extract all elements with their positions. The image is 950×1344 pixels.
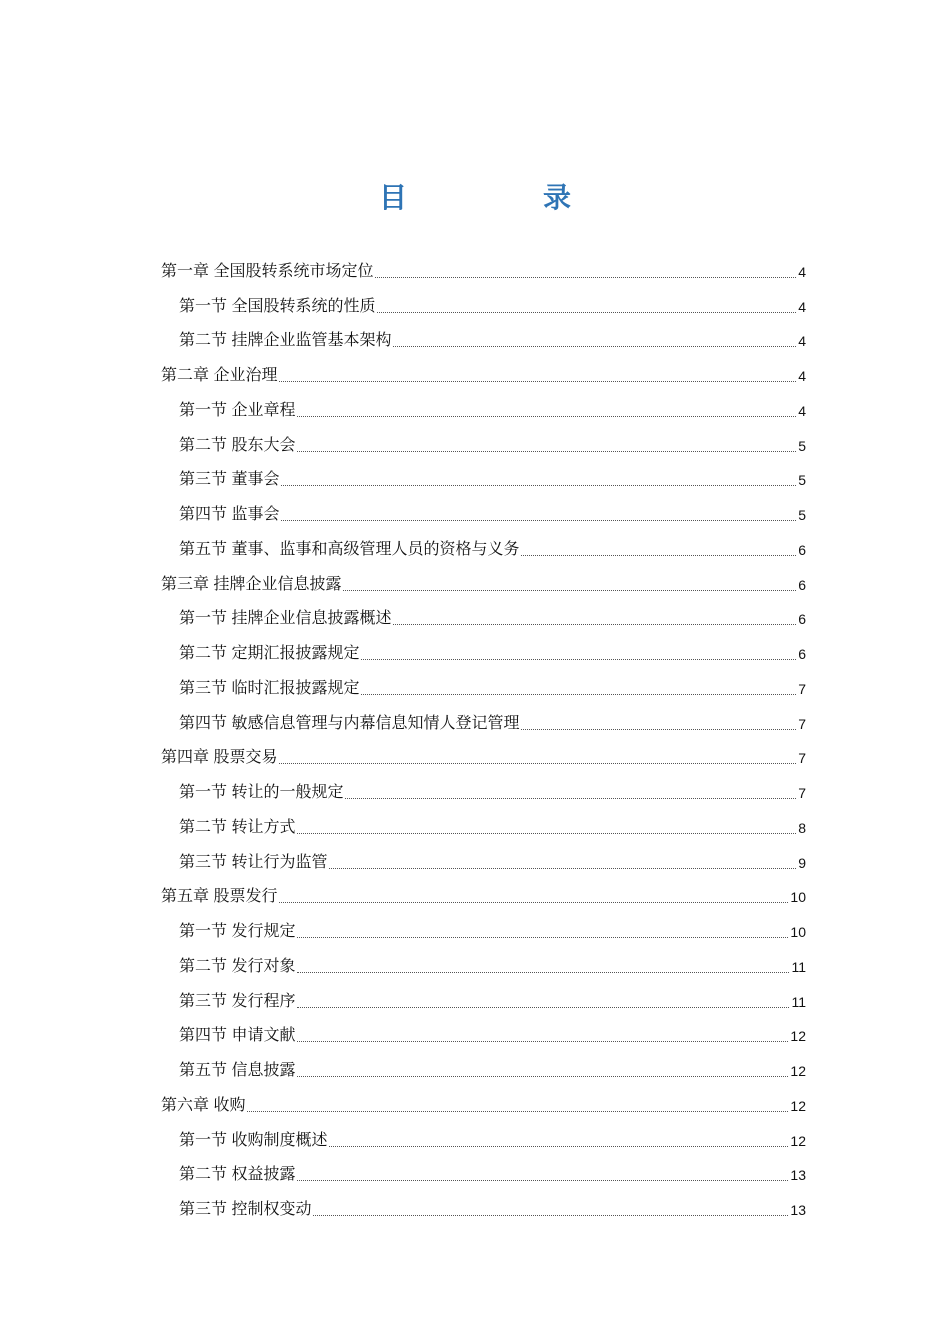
toc-dot-leader — [521, 728, 796, 730]
toc-entry-label: 第五章 股票发行 — [161, 888, 278, 906]
toc-entry-label: 第三章 挂牌企业信息披露 — [161, 575, 342, 593]
toc-dot-leader — [393, 345, 796, 347]
toc-dot-leader — [313, 1214, 788, 1216]
toc-dot-leader — [297, 936, 788, 938]
toc-chapter-entry[interactable] — [161, 738, 806, 773]
toc-section-entry[interactable] — [161, 911, 806, 946]
toc-section-entry[interactable] — [161, 842, 806, 877]
toc-page-number: 9 — [798, 854, 806, 871]
toc-entry-label: 第一节 收购制度概述 — [179, 1131, 328, 1149]
toc-page-number: 7 — [798, 715, 806, 732]
toc-section-entry[interactable] — [161, 807, 806, 842]
toc-page-number: 6 — [798, 611, 806, 628]
toc-chapter-entry[interactable] — [161, 564, 806, 599]
toc-section-entry[interactable] — [161, 321, 806, 356]
toc-dot-leader — [279, 380, 796, 382]
toc-page-number: 4 — [798, 263, 806, 280]
toc-dot-leader — [297, 971, 789, 973]
toc-dot-leader — [329, 1145, 788, 1147]
toc-dot-leader — [343, 589, 796, 591]
toc-section-entry[interactable] — [161, 1016, 806, 1051]
toc-page-number: 4 — [798, 368, 806, 384]
toc-section-entry[interactable] — [161, 981, 806, 1016]
toc-entry-label: 第三节 董事会 — [179, 471, 280, 489]
toc-page-number: 11 — [791, 993, 806, 1010]
toc-chapter-entry[interactable] — [161, 251, 806, 286]
toc-dot-leader — [393, 623, 796, 625]
toc-entry-label: 第三节 转让行为监管 — [179, 853, 328, 871]
toc-section-entry[interactable] — [161, 1120, 806, 1155]
toc-section-entry[interactable] — [161, 286, 806, 321]
toc-section-entry[interactable] — [161, 633, 806, 668]
toc-entry-label: 第二节 股东大会 — [179, 436, 296, 454]
toc-page-number: 12 — [790, 1132, 806, 1149]
toc-page-number: 4 — [798, 333, 806, 350]
toc-page-number: 7 — [798, 785, 806, 801]
toc-entry-label: 第二节 挂牌企业监管基本架构 — [179, 332, 392, 350]
toc-page-number: 6 — [798, 541, 806, 558]
toc-dot-leader — [297, 1179, 788, 1181]
toc-page-number: 6 — [798, 646, 806, 662]
toc-page-number: 12 — [790, 1063, 806, 1079]
toc-chapter-entry[interactable] — [161, 877, 806, 912]
toc-page-number: 12 — [790, 1028, 806, 1045]
toc-dot-leader — [297, 450, 796, 452]
toc-section-entry[interactable] — [161, 599, 806, 634]
toc-dot-leader — [297, 415, 796, 417]
toc-entry-label: 第五节 信息披露 — [179, 1062, 296, 1079]
toc-entry-label: 第六章 收购 — [161, 1096, 246, 1114]
toc-section-entry[interactable] — [161, 668, 806, 703]
toc-section-entry[interactable] — [161, 1155, 806, 1190]
toc-page-number: 11 — [791, 958, 806, 975]
toc-entry-label: 第一节 企业章程 — [179, 401, 296, 419]
toc-entry-label: 第三节 发行程序 — [179, 992, 296, 1010]
toc-section-entry[interactable] — [161, 946, 806, 981]
toc-section-entry[interactable] — [161, 529, 806, 564]
toc-title: 目 录 — [378, 182, 625, 213]
toc-page-number: 13 — [790, 1202, 806, 1218]
toc-section-entry[interactable] — [161, 390, 806, 425]
toc-section-entry[interactable] — [161, 425, 806, 460]
toc-entry-label: 第五节 董事、监事和高级管理人员的资格与义务 — [179, 540, 520, 558]
toc-entry-label: 第三节 临时汇报披露规定 — [179, 679, 360, 697]
toc-section-entry[interactable] — [161, 460, 806, 495]
toc-section-entry[interactable] — [161, 703, 806, 738]
toc-dot-leader — [281, 519, 796, 521]
toc-page-number: 13 — [790, 1167, 806, 1184]
toc-dot-leader — [279, 901, 788, 903]
toc-entry-label: 第四章 股票交易 — [161, 749, 278, 767]
toc-entry-label: 第二章 企业治理 — [161, 367, 278, 384]
toc-entry-label: 第二节 定期汇报披露规定 — [179, 645, 360, 662]
toc-entry-label: 第三节 控制权变动 — [179, 1201, 312, 1218]
toc-entry-label: 第一节 挂牌企业信息披露概述 — [179, 610, 392, 628]
toc-dot-leader — [281, 484, 796, 486]
toc-section-entry[interactable] — [161, 1050, 806, 1085]
toc-page-number: 5 — [798, 437, 806, 454]
toc-page-number: 5 — [798, 472, 806, 489]
toc-chapter-entry[interactable] — [161, 1085, 806, 1120]
toc-entry-label: 第四节 敏感信息管理与内幕信息知情人登记管理 — [179, 714, 520, 732]
toc-chapter-entry[interactable] — [161, 355, 806, 390]
toc-dot-leader — [297, 1075, 788, 1077]
toc-page-number: 8 — [798, 819, 806, 836]
toc-page-number: 10 — [790, 924, 806, 940]
toc-page-number: 7 — [798, 750, 806, 767]
toc-dot-leader — [329, 867, 796, 869]
toc-dot-leader — [361, 658, 796, 660]
toc-dot-leader — [345, 797, 796, 799]
toc-page-number: 4 — [798, 402, 806, 419]
toc-dot-leader — [297, 832, 796, 834]
toc-entry-label: 第二节 权益披露 — [179, 1166, 296, 1184]
toc-page-number: 7 — [798, 680, 806, 697]
toc-entry-label: 第一节 转让的一般规定 — [179, 784, 344, 801]
toc-dot-leader — [297, 1040, 788, 1042]
toc-section-entry[interactable] — [161, 772, 806, 807]
toc-section-entry[interactable] — [161, 494, 806, 529]
toc-entry-label: 第四节 监事会 — [179, 506, 280, 523]
toc-entry-label: 第一节 发行规定 — [179, 923, 296, 940]
toc-entry-label: 第四节 申请文献 — [179, 1027, 296, 1045]
toc-page-number: 4 — [798, 298, 806, 315]
toc-list — [161, 251, 806, 1224]
toc-dot-leader — [375, 276, 796, 278]
toc-dot-leader — [247, 1110, 788, 1112]
toc-page-number: 5 — [798, 507, 806, 523]
toc-entry-label: 第二节 发行对象 — [179, 957, 296, 975]
toc-dot-leader — [297, 1006, 789, 1008]
toc-dot-leader — [377, 311, 796, 313]
toc-entry-label: 第一章 全国股转系统市场定位 — [161, 262, 374, 280]
toc-page-number: 10 — [790, 889, 806, 906]
toc-page-number: 6 — [798, 576, 806, 593]
toc-page-number: 12 — [790, 1097, 806, 1114]
toc-entry-label: 第一节 全国股转系统的性质 — [179, 297, 376, 315]
toc-dot-leader — [521, 554, 796, 556]
toc-entry-label: 第二节 转让方式 — [179, 818, 296, 836]
toc-section-entry[interactable] — [161, 1189, 806, 1224]
toc-dot-leader — [279, 762, 796, 764]
toc-dot-leader — [361, 693, 796, 695]
